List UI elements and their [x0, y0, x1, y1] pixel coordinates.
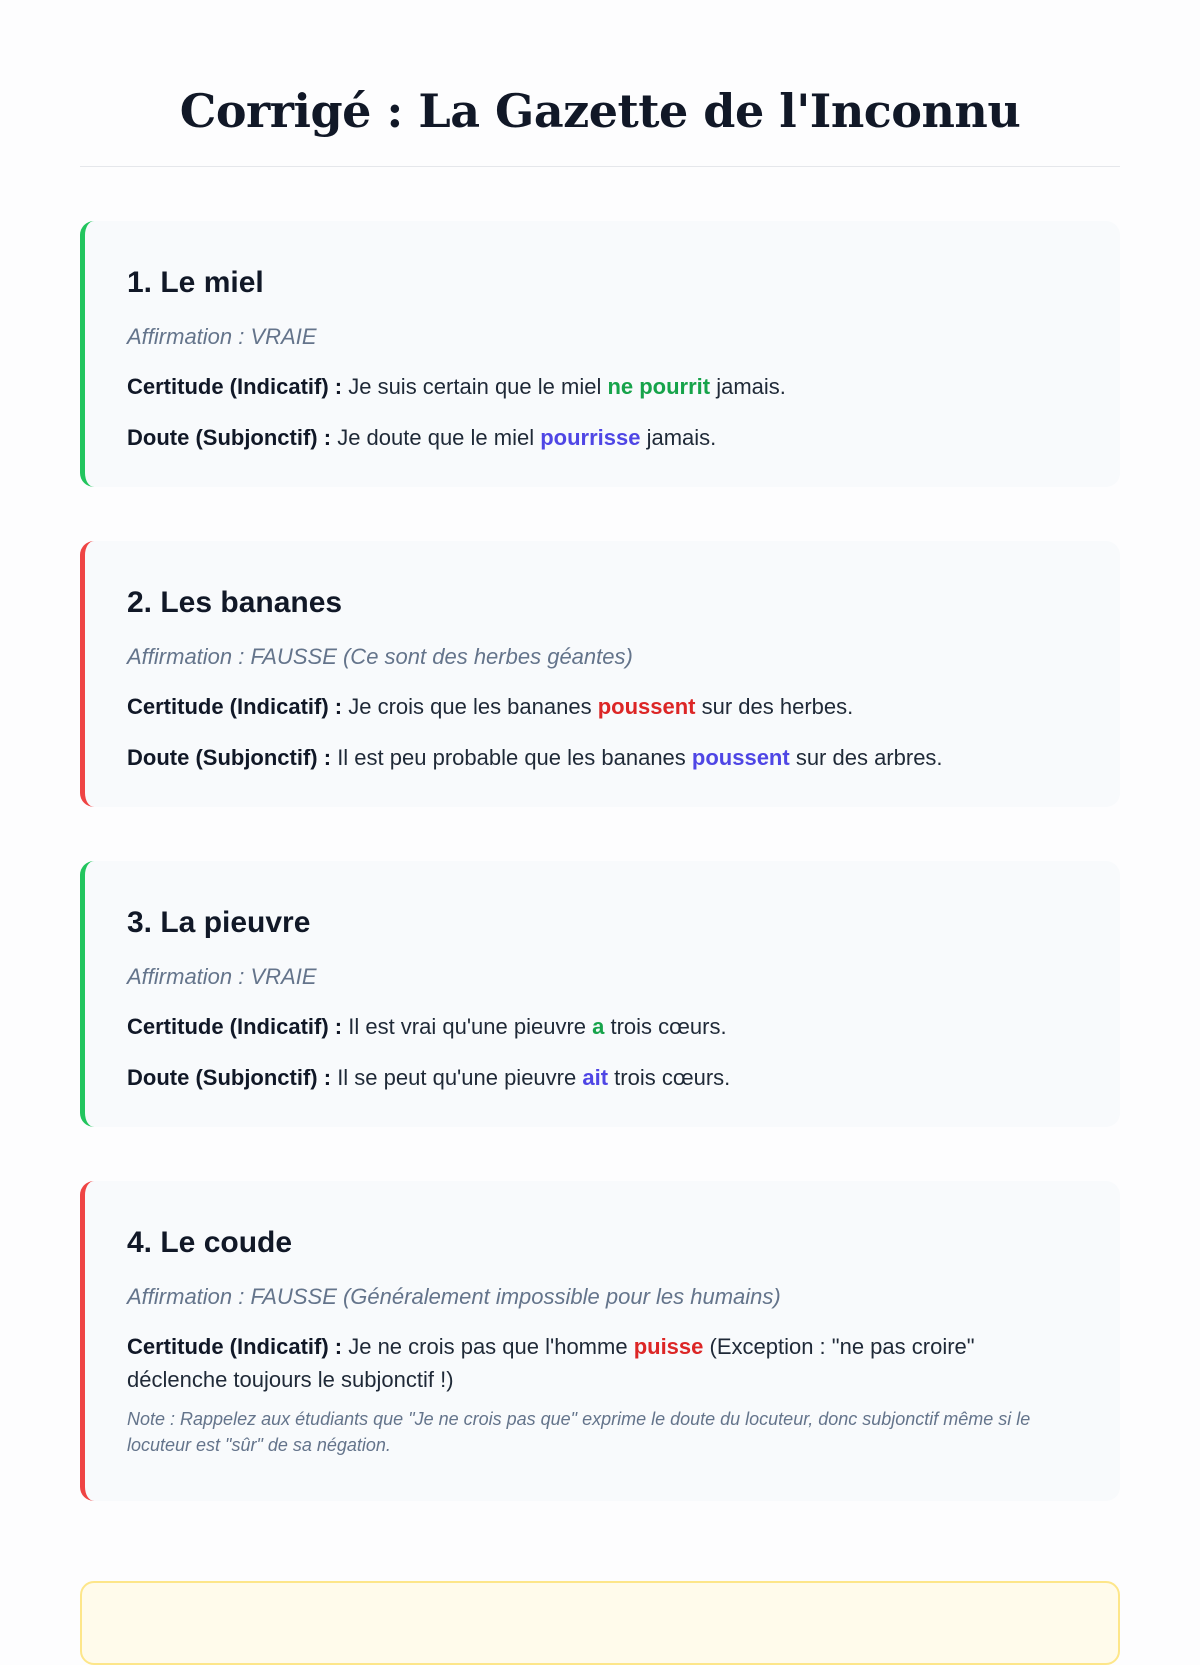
- doubt-sentence: [127, 1061, 1080, 1094]
- answer-card-bananas: [80, 541, 1120, 807]
- certainty-label: Certitude (Indicatif) :: [127, 693, 343, 719]
- sentence-text: sur des herbes.: [695, 693, 854, 719]
- answer-card-elbow: [80, 1181, 1120, 1501]
- sentence-text: (Exception : "ne pas croire" déclenche toujours le subjonctif !): [127, 1333, 975, 1392]
- sentence-text: Il se peut qu'une pieuvre: [331, 1064, 583, 1090]
- certainty-sentence: [127, 690, 1080, 723]
- indicative-verb: puisse: [633, 1333, 704, 1359]
- subjunctive-verb: pourrisse: [540, 424, 641, 450]
- certainty-sentence: [127, 1330, 1080, 1396]
- card-heading: 2. Les bananes: [127, 586, 343, 619]
- card-heading: 1. Le miel: [127, 266, 264, 299]
- card-heading: 4. Le coude: [127, 1226, 293, 1259]
- answer-card-octopus: [80, 861, 1120, 1127]
- certainty-label: Certitude (Indicatif) :: [127, 1333, 343, 1359]
- sentence-text: Il est peu probable que les bananes: [331, 744, 692, 770]
- teacher-note: Note : Rappelez aux étudiants que "Je ne crois pas que" exprime le doute du locuteur, donc subjonctif même si le locuteur est "sûr" de sa négation.: [127, 1408, 1031, 1455]
- indicative-verb: a: [592, 1013, 605, 1039]
- sentence-text: sur des arbres.: [789, 744, 943, 770]
- claim-status: Affirmation : FAUSSE (Ce sont des herbes géantes): [127, 644, 633, 669]
- claim-status: Affirmation : VRAIE: [127, 964, 317, 989]
- doubt-sentence: [127, 741, 1080, 774]
- subjunctive-verb: ait: [582, 1064, 609, 1090]
- certainty-label: Certitude (Indicatif) :: [127, 1013, 343, 1039]
- indicative-verb: ne pourrit: [607, 373, 711, 399]
- subjunctive-verb: poussent: [691, 744, 790, 770]
- indicative-verb: poussent: [597, 693, 696, 719]
- doubt-label: Doute (Subjonctif) :: [127, 1064, 332, 1090]
- sentence-text: Je doute que le miel: [331, 424, 541, 450]
- certainty-label: Certitude (Indicatif) :: [127, 373, 343, 399]
- sentence-text: Il est vrai qu'une pieuvre: [342, 1013, 593, 1039]
- sentence-text: Je suis certain que le miel: [342, 373, 608, 399]
- page-title: Corrigé : La Gazette de l'Inconnu: [80, 0, 1120, 167]
- sentence-text: trois cœurs.: [608, 1064, 731, 1090]
- card-heading: 3. La pieuvre: [127, 906, 311, 939]
- summary-box: [80, 1581, 1120, 1665]
- certainty-sentence: [127, 1010, 1080, 1043]
- claim-status: Affirmation : VRAIE: [127, 324, 317, 349]
- sentence-text: trois cœurs.: [604, 1013, 727, 1039]
- doubt-sentence: [127, 421, 1080, 454]
- sentence-text: Je crois que les bananes: [342, 693, 598, 719]
- claim-status: Affirmation : FAUSSE (Généralement impossible pour les humains): [127, 1284, 781, 1309]
- sentence-text: jamais.: [640, 424, 717, 450]
- sentence-text: Je ne crois pas que l'homme: [342, 1333, 634, 1359]
- doubt-label: Doute (Subjonctif) :: [127, 744, 332, 770]
- sentence-text: jamais.: [710, 373, 786, 399]
- answer-card-honey: [80, 221, 1120, 487]
- doubt-label: Doute (Subjonctif) :: [127, 424, 332, 450]
- certainty-sentence: [127, 370, 1080, 403]
